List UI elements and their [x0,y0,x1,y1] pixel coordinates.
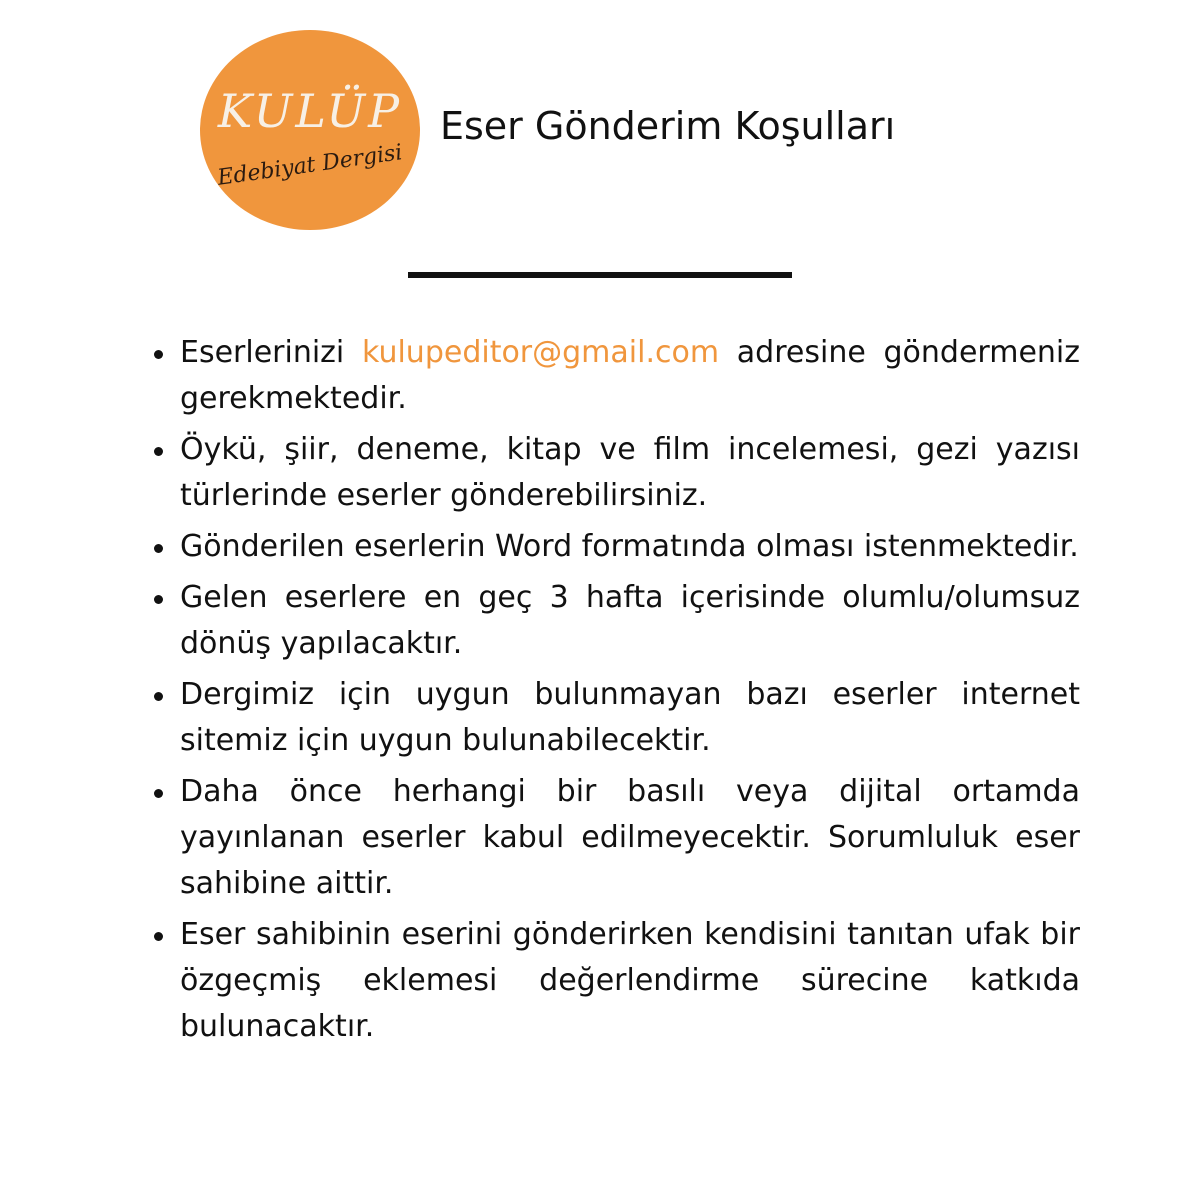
page-title: Eser Gönderim Koşulları [440,104,896,148]
bullet-icon [154,350,163,359]
divider [408,272,792,278]
condition-text: Daha önce herhangi bir basılı veya dijital ortamda yayınlanan eserler kabul edilmeyecektir. Sorumluluk eser sahibine aittir. [180,774,1080,901]
bullet-icon [154,789,163,798]
logo-title: KULÜP [217,84,403,138]
condition-unpublished [150,769,1080,907]
condition-genres [150,427,1080,519]
bullet-icon [154,447,163,456]
condition-format [150,524,1080,570]
condition-response-time [150,575,1080,667]
bullet-icon [154,692,163,701]
bullet-icon [154,544,163,553]
condition-bio [150,912,1080,1050]
bullet-icon [154,595,163,604]
condition-text: Dergimiz için uygun bulunmayan bazı eserler internet sitemiz için uygun bulunabilecektir. [180,677,1080,758]
email-link[interactable]: kulupeditor@gmail.com [362,335,720,370]
condition-text: Gönderilen eserlerin Word formatında olması istenmektedir. [180,529,1079,564]
condition-text: Eser sahibinin eserini gönderirken kendisini tanıtan ufak bir özgeçmiş eklemesi değerlendirme sürecine katkıda bulunacaktır. [180,917,1080,1044]
condition-text: Eserlerinizi [180,335,345,370]
condition-text: Gelen eserlere en geç 3 hafta içerisinde olumlu/olumsuz dönüş yapılacaktır. [180,580,1080,661]
condition-email [150,330,1080,422]
conditions-list [150,330,1080,1055]
bullet-icon [154,932,163,941]
condition-text: Öykü, şiir, deneme, kitap ve film incelemesi, gezi yazısı türlerinde eserler gönderebilirsiniz. [180,432,1080,513]
condition-text: adresine göndermeniz gerekmektedir. [180,335,1080,416]
magazine-logo [200,30,420,230]
condition-website [150,672,1080,764]
logo-subtitle: Edebiyat Dergisi [215,140,404,191]
